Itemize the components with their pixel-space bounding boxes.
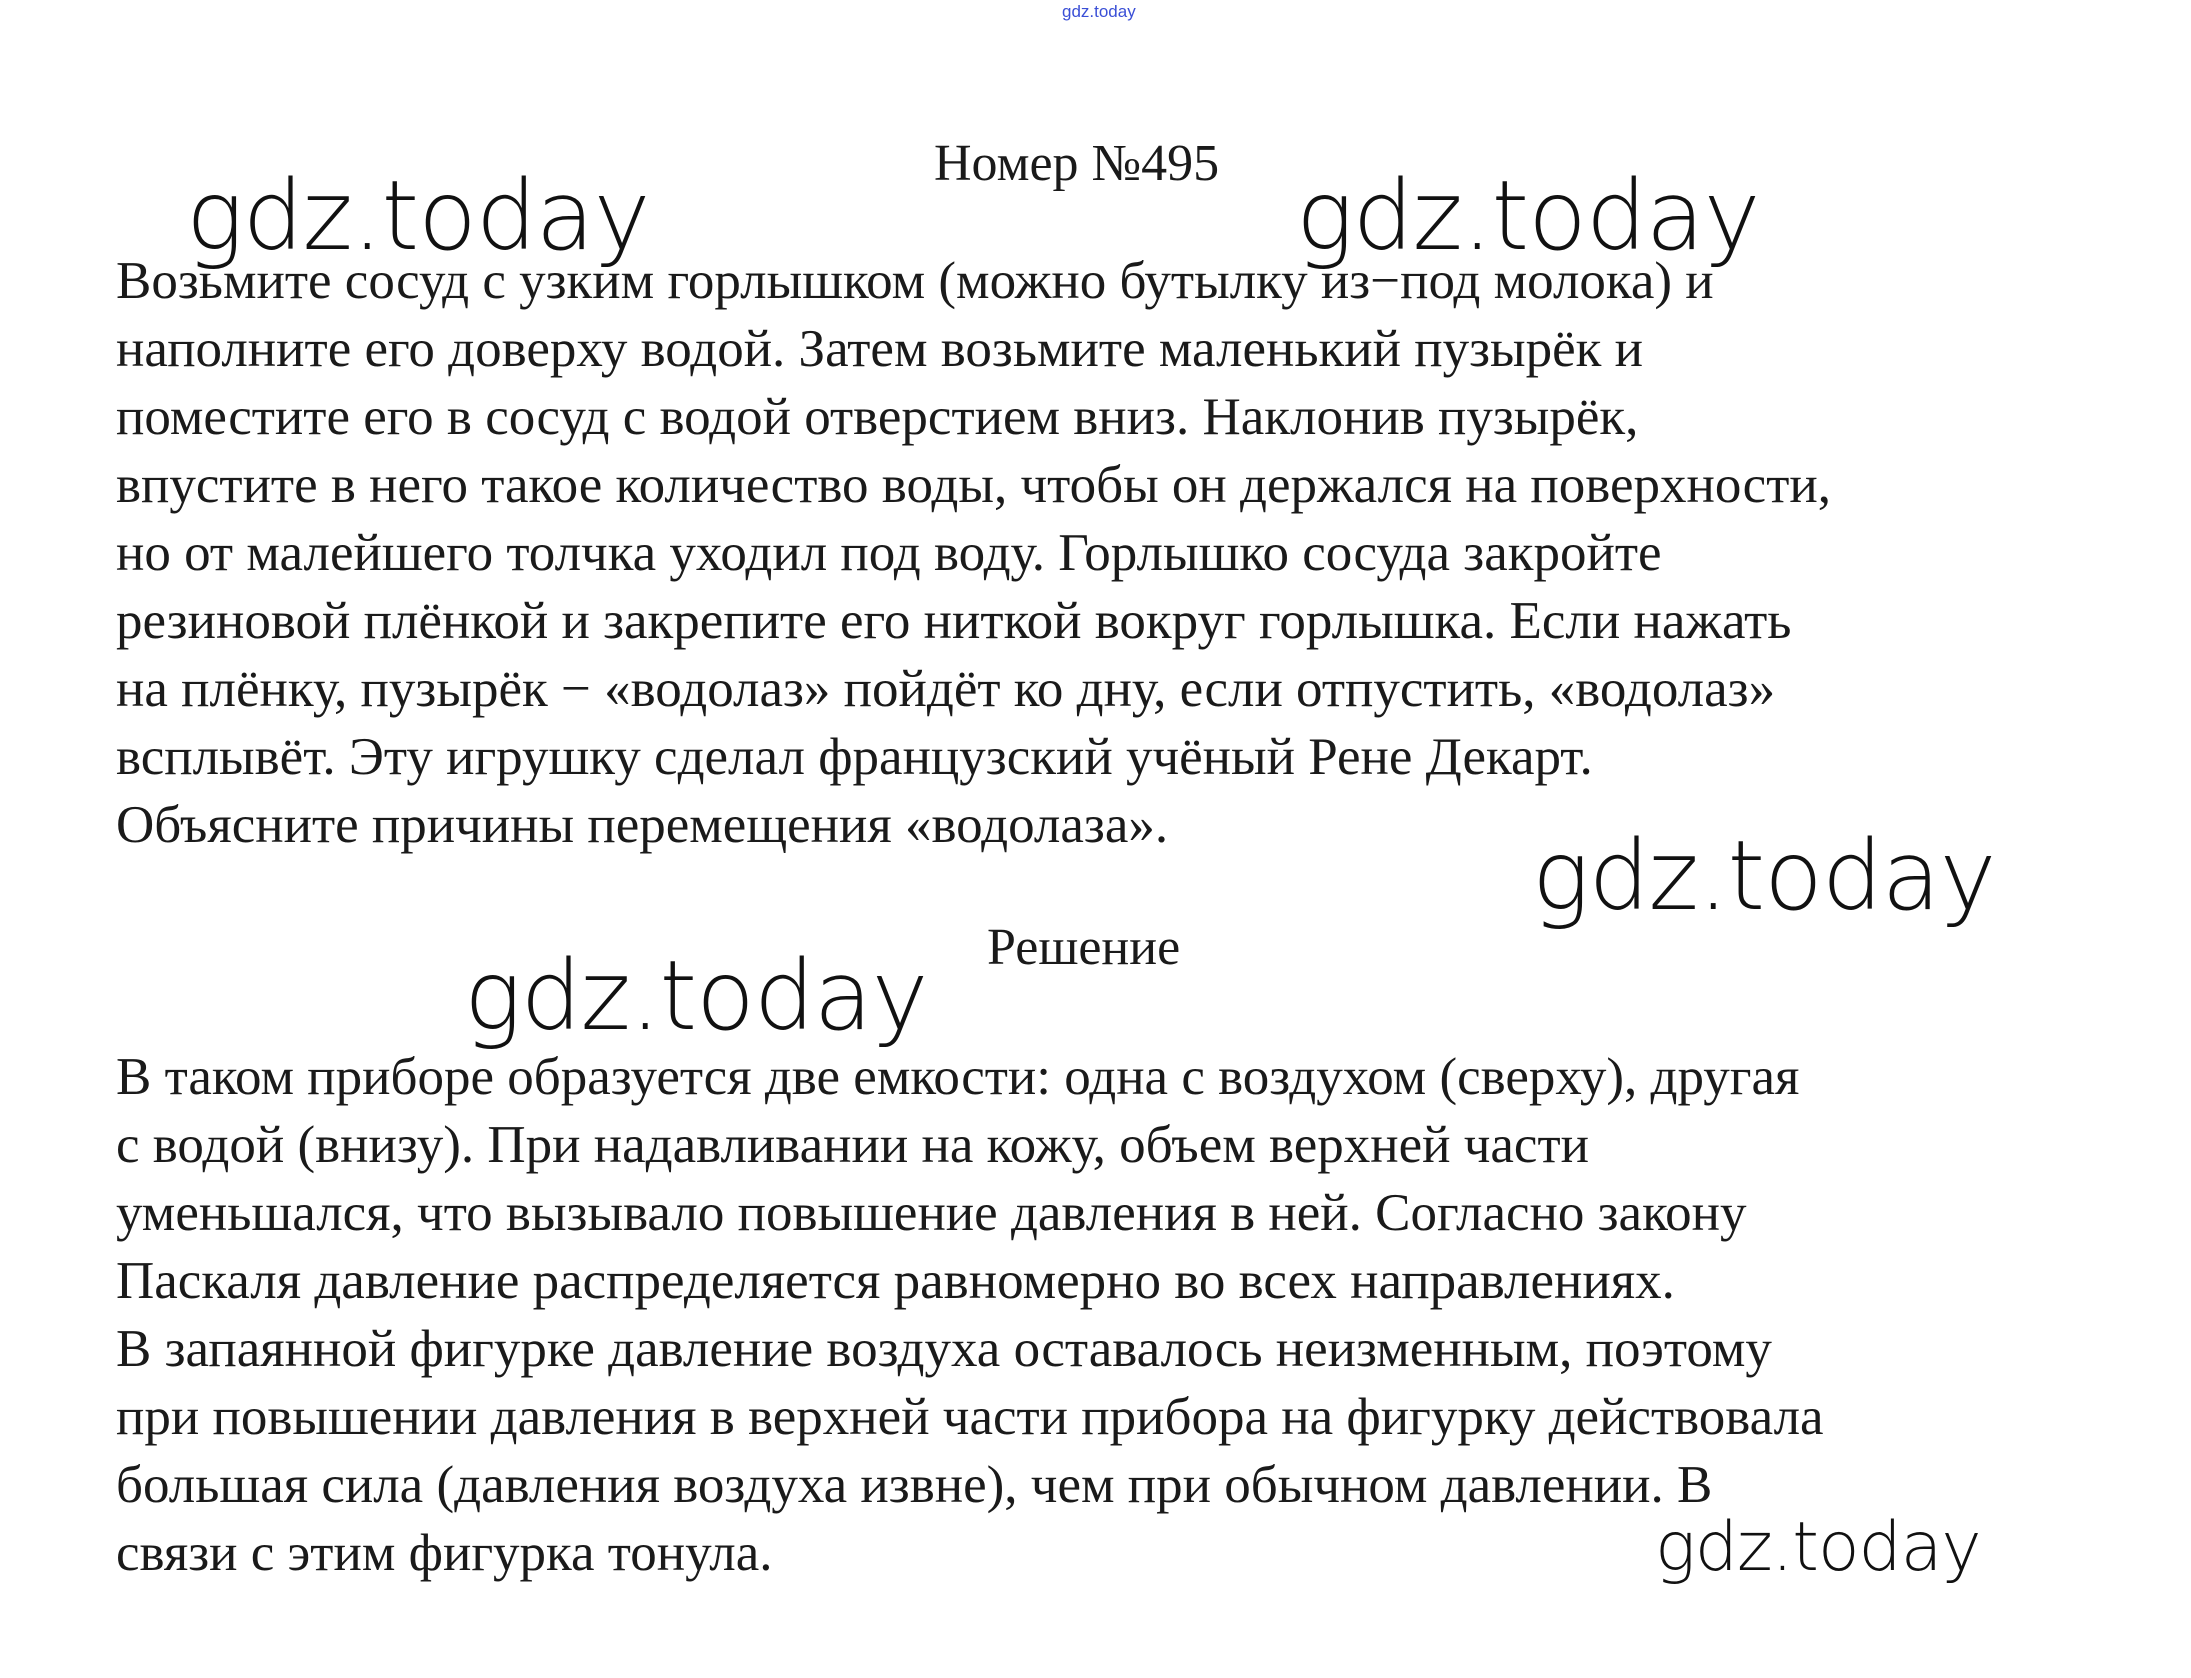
- solution-line: В запаянной фигурке давление воздуха оставалось неизменным, поэтому: [116, 1320, 1772, 1378]
- exercise-title: Номер №495: [934, 135, 1220, 192]
- solution-line: при повышении давления в верхней части прибора на фигурку действовала: [116, 1388, 1824, 1446]
- task-line: Объясните причины перемещения «водолаза».: [116, 796, 1169, 854]
- task-text: [116, 247, 2106, 859]
- task-line: на плёнку, пузырёк − «водолаз» пойдёт ко дну, если отпустить, «водолаз»: [116, 660, 1776, 718]
- task-line: но от малейшего толчка уходил под воду. Горлышко сосуда закройте: [116, 524, 1662, 582]
- solution-title: Решение: [987, 919, 1181, 976]
- task-line: Возьмите сосуд с узким горлышком (можно бутылку из−под молока) и: [116, 252, 1714, 310]
- solution-line: Паскаля давление распределяется равномерно во всех направлениях.: [116, 1252, 1675, 1310]
- task-line: наполните его доверху водой. Затем возьмите маленький пузырёк и: [116, 320, 1644, 378]
- solution-line: большая сила (давления воздуха извне), чем при обычном давлении. В: [116, 1456, 1713, 1514]
- solution-line: с водой (внизу). При надавливании на кожу, объем верхней части: [116, 1116, 1589, 1174]
- task-line: поместите его в сосуд с водой отверстием вниз. Наклонив пузырёк,: [116, 388, 1639, 446]
- task-line: резиновой плёнкой и закрепите его ниткой вокруг горлышка. Если нажать: [116, 592, 1792, 650]
- top-watermark: gdz.today: [1062, 2, 1136, 21]
- watermark-1: gdz.today: [186, 160, 650, 272]
- watermark-5: gdz.today: [1655, 1508, 1981, 1587]
- watermark-2: gdz.today: [1296, 160, 1760, 272]
- solution-line: В таком приборе образуется две емкости: одна с воздухом (сверху), другая: [116, 1048, 1800, 1106]
- watermark-4: gdz.today: [464, 940, 928, 1052]
- solution-text: [116, 1043, 2106, 1587]
- solution-line: связи с этим фигурка тонула.: [116, 1524, 773, 1582]
- watermark-3: gdz.today: [1532, 820, 1996, 932]
- task-line: всплывёт. Эту игрушку сделал французский учёный Рене Декарт.: [116, 728, 1593, 786]
- task-line: впустите в него такое количество воды, чтобы он держался на поверхности,: [116, 456, 1831, 514]
- solution-line: уменьшался, что вызывало повышение давления в ней. Согласно закону: [116, 1184, 1747, 1242]
